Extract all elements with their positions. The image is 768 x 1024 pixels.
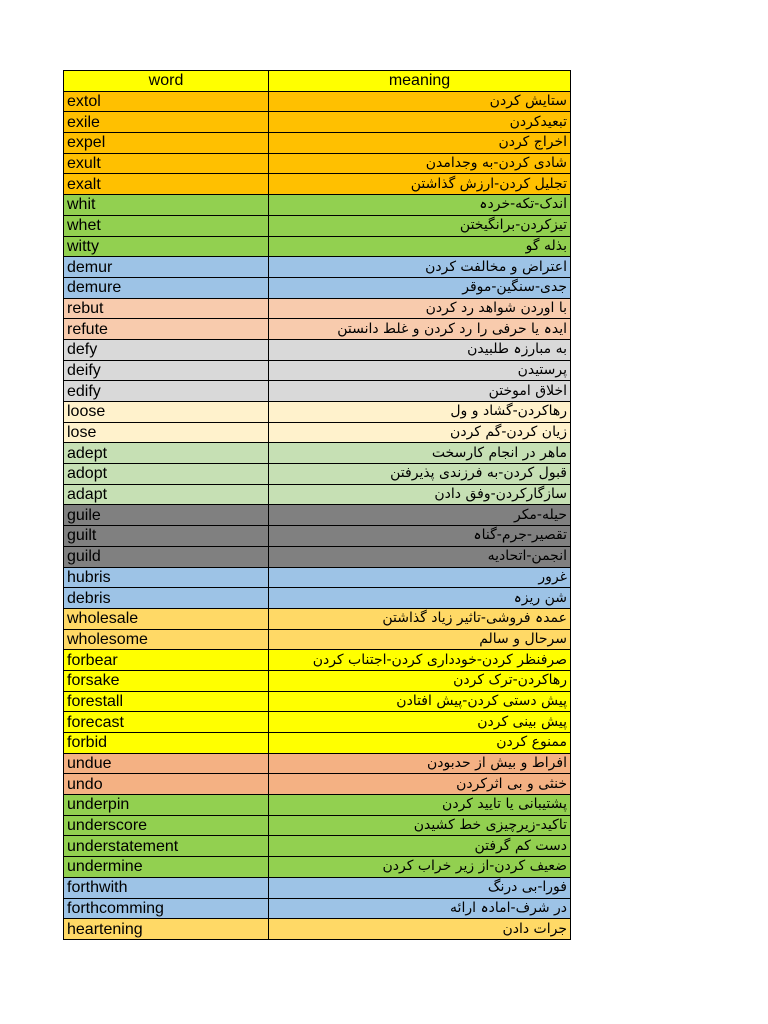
word-cell[interactable]: defy	[64, 339, 269, 360]
meaning-cell[interactable]: ضعیف کردن-از زیر خراب کردن	[269, 857, 571, 878]
word-cell[interactable]: guilt	[64, 526, 269, 547]
table-row	[64, 195, 571, 216]
word-cell[interactable]: exult	[64, 153, 269, 174]
table-row	[64, 505, 571, 526]
meaning-cell[interactable]: سرحال و سالم	[269, 629, 571, 650]
table-row	[64, 360, 571, 381]
meaning-cell[interactable]: پیش بینی کردن	[269, 712, 571, 733]
word-cell[interactable]: wholesale	[64, 608, 269, 629]
word-cell[interactable]: forthcomming	[64, 898, 269, 919]
word-cell[interactable]: guild	[64, 546, 269, 567]
table-row	[64, 381, 571, 402]
table-row	[64, 236, 571, 257]
word-cell[interactable]: hubris	[64, 567, 269, 588]
meaning-cell[interactable]: شن ریزہ	[269, 588, 571, 609]
word-cell[interactable]: forbear	[64, 650, 269, 671]
word-cell[interactable]: exile	[64, 112, 269, 133]
meaning-cell[interactable]: حیله-مکر	[269, 505, 571, 526]
table-row	[64, 629, 571, 650]
meaning-cell[interactable]: جرات دادن	[269, 919, 571, 940]
meaning-cell[interactable]: غرور	[269, 567, 571, 588]
table-row	[64, 422, 571, 443]
table-row	[64, 339, 571, 360]
word-cell[interactable]: guile	[64, 505, 269, 526]
meaning-cell[interactable]: در شرف-امادہ ارائه	[269, 898, 571, 919]
meaning-cell[interactable]: زیان کردن-گم کردن	[269, 422, 571, 443]
word-cell[interactable]: adopt	[64, 464, 269, 485]
table-row	[64, 215, 571, 236]
word-cell[interactable]: heartening	[64, 919, 269, 940]
meaning-cell[interactable]: عمدہ فروشی-تاثیر زیاد گذاشتن	[269, 608, 571, 629]
meaning-cell[interactable]: جدی-سنگین-موقر	[269, 277, 571, 298]
meaning-cell[interactable]: فورا-بی درنگ	[269, 877, 571, 898]
table-row	[64, 588, 571, 609]
word-cell[interactable]: undue	[64, 753, 269, 774]
meaning-cell[interactable]: پشتیبانی یا تایید کردن	[269, 795, 571, 816]
table-row	[64, 91, 571, 112]
meaning-cell[interactable]: بذله گو	[269, 236, 571, 257]
table-row	[64, 443, 571, 464]
table-row	[64, 298, 571, 319]
meaning-cell[interactable]: رهاکردن-ترک کردن	[269, 670, 571, 691]
meaning-cell[interactable]: افراط و بیش از حدبودن	[269, 753, 571, 774]
table-row	[64, 691, 571, 712]
word-cell[interactable]: rebut	[64, 298, 269, 319]
meaning-cell[interactable]: ماهر در انجام کارسخت	[269, 443, 571, 464]
meaning-cell[interactable]: شادی کردن-به وجدامدن	[269, 153, 571, 174]
table-row	[64, 670, 571, 691]
table-row	[64, 174, 571, 195]
table-row	[64, 153, 571, 174]
meaning-cell[interactable]: اخلاق اموختن	[269, 381, 571, 402]
meaning-cell[interactable]: پیش دستی کردن-پیش افتادن	[269, 691, 571, 712]
table-row	[64, 877, 571, 898]
meaning-cell[interactable]: رهاکردن-گشاد و ول	[269, 402, 571, 423]
meaning-cell[interactable]: تجلیل کردن-ارزش گذاشتن	[269, 174, 571, 195]
meaning-cell[interactable]: تبعیدکردن	[269, 112, 571, 133]
table-row	[64, 836, 571, 857]
table-body	[64, 91, 571, 939]
table-row	[64, 898, 571, 919]
table-row	[64, 567, 571, 588]
word-cell[interactable]: adapt	[64, 484, 269, 505]
word-cell[interactable]: underscore	[64, 815, 269, 836]
word-cell[interactable]: forthwith	[64, 877, 269, 898]
table-row	[64, 753, 571, 774]
table-row	[64, 402, 571, 423]
meaning-cell[interactable]: اخراج کردن	[269, 133, 571, 154]
table-row	[64, 257, 571, 278]
column-header-meaning[interactable]: meaning	[269, 71, 571, 92]
word-cell[interactable]: forsake	[64, 670, 269, 691]
meaning-cell[interactable]: تاکید-زیرچیزی خط کشیدن	[269, 815, 571, 836]
meaning-cell[interactable]: ممنوع کردن	[269, 733, 571, 754]
word-cell[interactable]: refute	[64, 319, 269, 340]
meaning-cell[interactable]: خنثی و بی اثرکردن	[269, 774, 571, 795]
table-row	[64, 464, 571, 485]
table-row	[64, 857, 571, 878]
meaning-cell[interactable]: دست کم گرفتن	[269, 836, 571, 857]
word-cell[interactable]: lose	[64, 422, 269, 443]
meaning-cell[interactable]: به مبارزہ طلبیدن	[269, 339, 571, 360]
table-row	[64, 712, 571, 733]
table-row	[64, 546, 571, 567]
table-row	[64, 133, 571, 154]
word-cell[interactable]: underpin	[64, 795, 269, 816]
word-cell[interactable]: undo	[64, 774, 269, 795]
meaning-cell[interactable]: با اوردن شواهد رد کردن	[269, 298, 571, 319]
word-cell[interactable]: extol	[64, 91, 269, 112]
meaning-cell[interactable]: تیزکردن-برانگیختن	[269, 215, 571, 236]
word-cell[interactable]: deify	[64, 360, 269, 381]
word-cell[interactable]: demur	[64, 257, 269, 278]
word-cell[interactable]: whet	[64, 215, 269, 236]
word-cell[interactable]: forecast	[64, 712, 269, 733]
meaning-cell[interactable]: انجمن-اتحادیه	[269, 546, 571, 567]
meaning-cell[interactable]: سازگارکردن-وفق دادن	[269, 484, 571, 505]
table-row	[64, 484, 571, 505]
word-cell[interactable]: whit	[64, 195, 269, 216]
meaning-cell[interactable]: تقصیر-جرم-گناہ	[269, 526, 571, 547]
table-row	[64, 526, 571, 547]
word-cell[interactable]: forestall	[64, 691, 269, 712]
table-row	[64, 277, 571, 298]
word-cell[interactable]: undermine	[64, 857, 269, 878]
table-row	[64, 919, 571, 940]
table-row	[64, 319, 571, 340]
meaning-cell[interactable]: قبول کردن-به فرزندی پذیرفتن	[269, 464, 571, 485]
meaning-cell[interactable]: صرفنظر کردن-خودداری کردن-اجتناب کردن	[269, 650, 571, 671]
meaning-cell[interactable]: اندک-تکه-خردہ	[269, 195, 571, 216]
word-cell[interactable]: witty	[64, 236, 269, 257]
word-cell[interactable]: debris	[64, 588, 269, 609]
header-row	[64, 71, 571, 92]
table-row	[64, 733, 571, 754]
word-cell[interactable]: edify	[64, 381, 269, 402]
word-cell[interactable]: wholesome	[64, 629, 269, 650]
word-cell[interactable]: loose	[64, 402, 269, 423]
meaning-cell[interactable]: اعتراض و مخالفت کردن	[269, 257, 571, 278]
word-cell[interactable]: demure	[64, 277, 269, 298]
table-row	[64, 774, 571, 795]
meaning-cell[interactable]: پرستیدن	[269, 360, 571, 381]
meaning-cell[interactable]: ستایش کردن	[269, 91, 571, 112]
word-cell[interactable]: forbid	[64, 733, 269, 754]
table-row	[64, 608, 571, 629]
word-cell[interactable]: expel	[64, 133, 269, 154]
word-cell[interactable]: exalt	[64, 174, 269, 195]
vocabulary-table	[63, 70, 571, 940]
column-header-word[interactable]: word	[64, 71, 269, 92]
meaning-cell[interactable]: ایدہ یا حرفی را رد کردن و غلط دانستن	[269, 319, 571, 340]
table-row	[64, 795, 571, 816]
table-row	[64, 112, 571, 133]
table-row	[64, 650, 571, 671]
word-cell[interactable]: understatement	[64, 836, 269, 857]
table-row	[64, 815, 571, 836]
word-cell[interactable]: adept	[64, 443, 269, 464]
